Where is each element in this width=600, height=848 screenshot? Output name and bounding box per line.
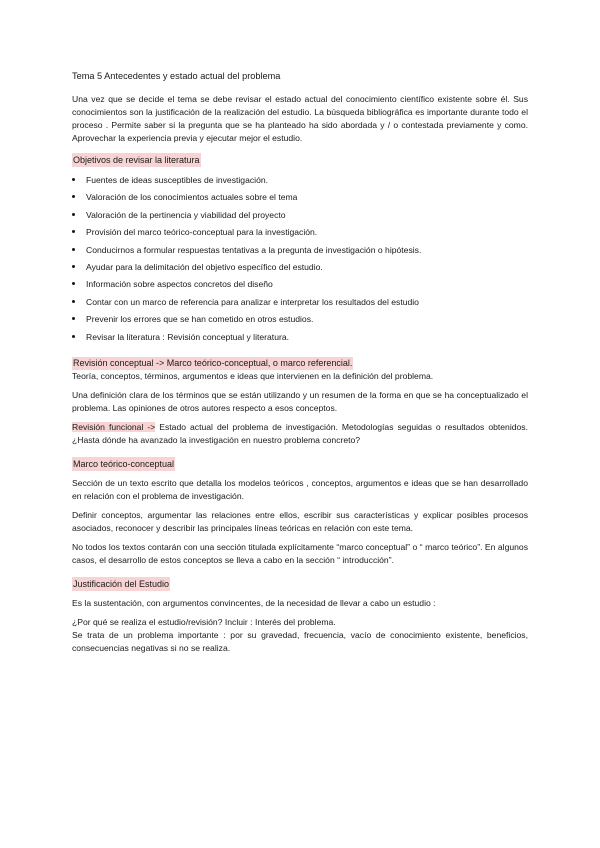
list-item: Provisión del marco teórico-conceptual para la investigación. <box>72 225 528 242</box>
bullet-icon <box>72 248 75 251</box>
bullet-icon <box>72 335 75 338</box>
revision-funcional-text: Estado actual del problema de investigación. Metodologías seguidas o resultados obtenidos. ¿Hasta dónde ha avanzado la investigación en nuestro problema concreto? <box>72 421 528 445</box>
revision-conceptual-heading: Revisión conceptual -> Marco teórico-conceptual, o marco referencial. <box>73 357 353 368</box>
objetivos-heading: Objetivos de revisar la literatura <box>73 155 200 165</box>
bullet-icon <box>72 317 75 320</box>
definicion-paragraph: Una definición clara de los términos que se están utilizando y un resumen de la forma en que se ha conceptualizado el problema. Las opiniones de otros autores respecto a esos conceptos. <box>72 389 528 413</box>
list-item: Conducirnos a formular respuestas tentativas a la pregunta de investigación o hipótesis. <box>72 243 528 260</box>
marco-paragraph-3: No todos los textos contarán con una sección titulada explícitamente “marco conceptual” o “ marco teórico”. En algunos casos, el desarrollo de estos conceptos se lleva a cabo en la sección “ introducción”. <box>72 541 528 565</box>
bullet-icon <box>72 230 75 233</box>
revision-conceptual-section <box>72 357 528 447</box>
bullet-icon <box>72 265 75 268</box>
list-item: Prevenir los errores que se han cometido en otros estudios. <box>72 312 528 329</box>
list-item: Ayudar para la delimitación del objetivo específico del estudio. <box>72 260 528 277</box>
list-item: Información sobre aspectos concretos del diseño <box>72 277 528 294</box>
list-item: Fuentes de ideas susceptibles de investigación. <box>72 173 528 190</box>
justificacion-paragraph-1: Es la sustentación, con argumentos convincentes, de la necesidad de llevar a cabo un estudio : <box>72 597 436 608</box>
list-item: Valoración de la pertinencia y viabilidad del proyecto <box>72 208 528 225</box>
bullet-icon <box>72 300 75 303</box>
list-item: Revisar la literatura : Revisión conceptual y literatura. <box>72 330 528 347</box>
document-body <box>72 70 528 655</box>
justificacion-heading: Justificación del Estudio <box>73 578 170 589</box>
bullet-icon <box>72 282 75 285</box>
list-item: Valoración de los conocimientos actuales sobre el tema <box>72 190 528 207</box>
revision-funcional-paragraph <box>72 421 528 447</box>
bullet-icon <box>72 213 75 216</box>
bullet-icon <box>72 178 75 181</box>
justificacion-paragraph-2: Se trata de un problema importante : por su gravedad, frecuencia, vacío de conocimiento existente, beneficios, consecuencias negativas si no se realiza. <box>72 629 528 653</box>
marco-paragraph-1: Sección de un texto escrito que detalla los modelos teóricos , conceptos, argumentos e ideas que se han desarrollado en relación con el problema de investigación. <box>72 477 528 501</box>
revision-conceptual-text: Teoría, conceptos, términos, argumentos e ideas que intervienen en la definición del problema. <box>72 370 434 381</box>
marco-paragraph-2: Definir conceptos, argumentar las relaciones entre ellos, escribir sus características y explicar posibles procesos asociados, reconocer y describir las principales líneas teóricas en relación con este tema. <box>72 509 528 533</box>
page-title: Tema 5 Antecedentes y estado actual del problema <box>72 71 281 81</box>
revision-funcional-label: Revisión funcional -> <box>72 421 156 432</box>
bullet-icon <box>72 195 75 198</box>
list-item: Contar con un marco de referencia para analizar e interpretar los resultados del estudio <box>72 295 528 312</box>
objetivos-list <box>72 173 528 347</box>
marco-heading: Marco teórico-conceptual <box>73 458 175 469</box>
intro-paragraph: Una vez que se decide el tema se debe revisar el estado actual del conocimiento científico existente sobre él. Sus conocimientos son la justificación de la realización del estudio. La búsqueda bibliográfica es importante durante todo el proceso . Permite saber si la pregunta que se ha planteado ha sido abordada y / o contestada previamente y como. Aprovechar la experiencia previa y ejecutar mejor el estudio. <box>72 94 528 143</box>
justificacion-question: ¿Por qué se realiza el estudio/revisión? Incluir : Interés del problema. <box>72 616 336 627</box>
